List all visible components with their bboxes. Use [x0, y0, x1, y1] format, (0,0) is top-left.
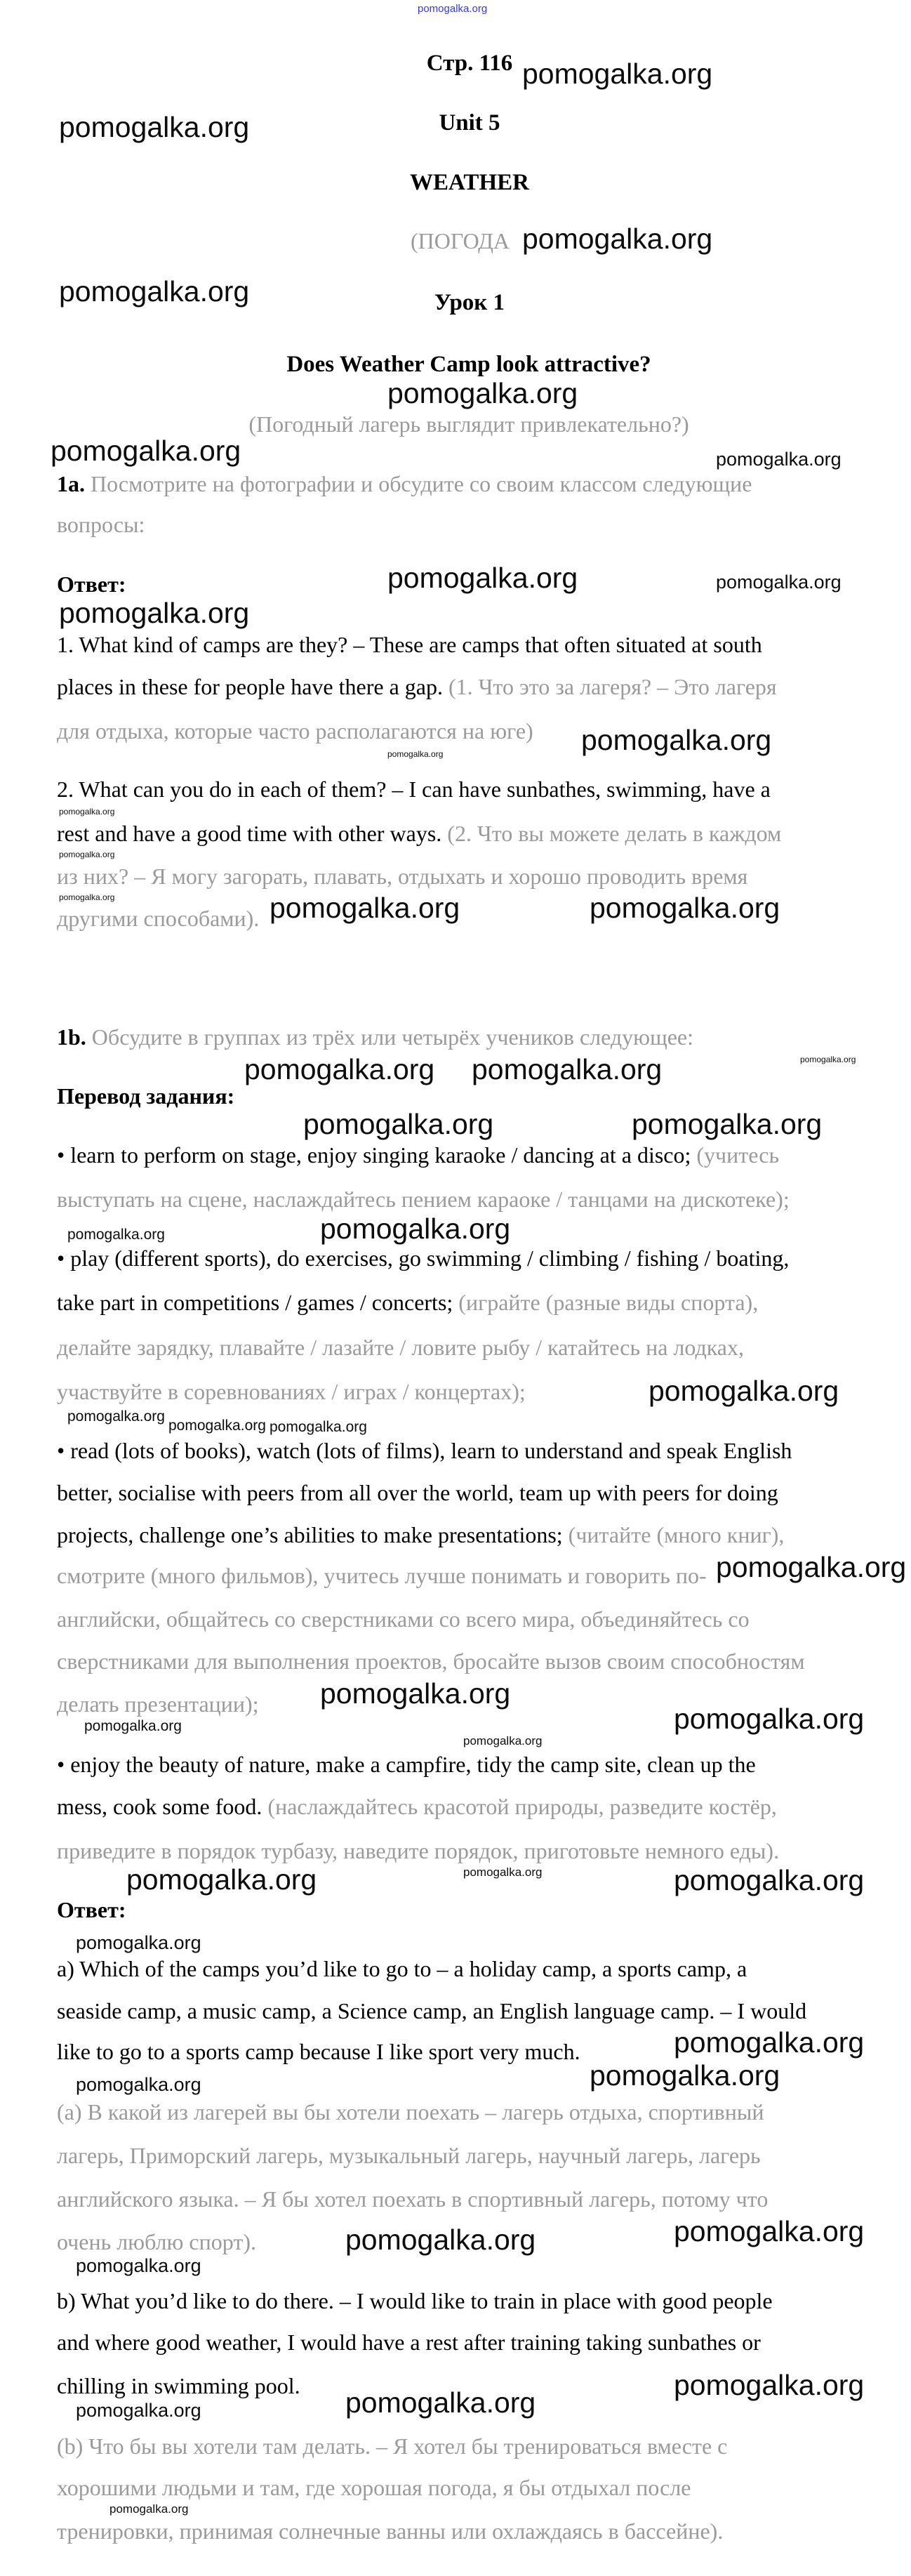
- translation-text: сверстниками для выполнения проектов, бросайте вызов своим способностям: [57, 1649, 805, 1674]
- translation-text: (наслаждайтесь красотой природы, разведите костёр,: [262, 1794, 777, 1819]
- watermark: pomogalka.org: [716, 449, 842, 470]
- text-line: [57, 1563, 707, 1588]
- watermark: pomogalka.org: [303, 1108, 494, 1140]
- text-line: [57, 632, 762, 657]
- text-line: [57, 1290, 758, 1315]
- bold-label: Ответ:: [57, 572, 126, 597]
- english-text: a) Which of the camps you’d like to go to – a holiday camp, a sports camp, a: [57, 1956, 747, 1981]
- translation-text: для отдыха, которые часто располагаются на юге): [57, 718, 533, 744]
- text-line: [57, 471, 752, 496]
- translation-text: очень люблю спорт).: [57, 2229, 256, 2254]
- text-line: [57, 1752, 756, 1777]
- text-line: [57, 2518, 723, 2544]
- text-line: [57, 2229, 256, 2254]
- watermark: pomogalka.org: [716, 572, 842, 593]
- watermark: pomogalka.org: [76, 2074, 201, 2095]
- watermark: pomogalka.org: [270, 1419, 367, 1435]
- text-line: [57, 1246, 789, 1271]
- text-line: [57, 821, 781, 846]
- english-text: seaside camp, a music camp, a Science camp, an English language camp. – I would: [57, 1998, 807, 2023]
- english-text: b) What you’d like to do there. – I would like to train in place with good people: [57, 2288, 773, 2313]
- watermark: pomogalka.org: [522, 58, 713, 90]
- text-line: [57, 572, 126, 597]
- page-number: Стр. 116: [426, 51, 513, 76]
- text-line: [57, 2330, 761, 2355]
- watermark: pomogalka.org: [674, 1864, 865, 1896]
- translation-text: участвуйте в соревнованиях / играх / концертах);: [57, 1379, 526, 1404]
- english-text: • play (different sports), do exercises, go swimming / climbing / fishing / boating,: [57, 1246, 790, 1271]
- text-line: [57, 1024, 693, 1050]
- translation-text: Посмотрите на фотографии и обсудите со своим классом следующие: [85, 471, 752, 496]
- watermark: pomogalka.org: [84, 1718, 182, 1734]
- translation-text: другими способами).: [57, 906, 260, 931]
- translation-text: вопросы:: [57, 512, 145, 537]
- watermark: pomogalka.org: [59, 807, 115, 817]
- text-line: [57, 2143, 761, 2168]
- translation-text: (2. Что вы можете делать в каждом: [441, 821, 782, 846]
- translation-text: (a) В какой из лагерей вы бы хотели поехать – лагерь отдыха, спортивный: [57, 2099, 764, 2125]
- watermark: pomogalka.org: [345, 2386, 536, 2419]
- text-line: [57, 2288, 773, 2313]
- translation-text: (1. Что это за лагеря? – Это лагеря: [442, 674, 777, 699]
- watermark: pomogalka.org: [800, 1055, 856, 1064]
- text-line: [57, 512, 145, 537]
- watermark: pomogalka.org: [590, 2059, 780, 2092]
- text-line: [57, 2186, 768, 2212]
- bold-label: Перевод задания:: [57, 1083, 235, 1109]
- translation-text: из них? – Я могу загорать, плавать, отдыхать и хорошо проводить время: [57, 864, 748, 889]
- bold-label: Ответ:: [57, 1897, 126, 1922]
- site-link[interactable]: pomogalka.org: [418, 3, 488, 15]
- translation-text: Обсудите в группах из трёх или четырёх учеников следующее:: [86, 1024, 694, 1050]
- watermark: pomogalka.org: [649, 1375, 839, 1407]
- watermark: pomogalka.org: [76, 1932, 201, 1953]
- text-line: [57, 2373, 300, 2398]
- text-line: [57, 1480, 778, 1505]
- watermark: pomogalka.org: [76, 2255, 201, 2276]
- english-text: take part in competitions / games / concerts;: [57, 1290, 453, 1315]
- english-text: mess, cook some food.: [57, 1794, 262, 1819]
- text-line: [57, 1187, 790, 1212]
- text-line: [57, 864, 747, 889]
- watermark: pomogalka.org: [716, 1551, 907, 1583]
- text-line: [57, 777, 771, 802]
- watermark: pomogalka.org: [387, 749, 444, 759]
- lesson-title-translation: (Погодный лагерь выглядит привлекательно?): [248, 411, 689, 437]
- text-line: [57, 1794, 777, 1819]
- text-line: [57, 1649, 805, 1674]
- bold-label: 1a.: [57, 471, 85, 496]
- text-line: [57, 1956, 747, 1981]
- english-text: projects, challenge one’s abilities to make presentations;: [57, 1522, 563, 1547]
- text-line: [57, 674, 777, 699]
- watermark: pomogalka.org: [674, 2369, 865, 2401]
- watermark: pomogalka.org: [463, 1865, 543, 1879]
- watermark: pomogalka.org: [270, 892, 460, 924]
- english-text: better, socialise with peers from all over the world, team up with peers for doing: [57, 1480, 778, 1505]
- text-line: [57, 1335, 744, 1360]
- watermark: pomogalka.org: [674, 2026, 865, 2059]
- text-line: [57, 1606, 750, 1632]
- translation-text: смотрите (много фильмов), учитесь лучше понимать и говорить по-: [57, 1563, 707, 1588]
- translation-text: делайте зарядку, плавайте / лазайте / ловите рыбу / катайтесь на лодках,: [57, 1335, 744, 1360]
- translation-text: (играйте (разные виды спорта),: [453, 1290, 759, 1315]
- watermark: pomogalka.org: [67, 1408, 165, 1425]
- translation-text: (b) Что бы вы хотели там делать. – Я хотел бы тренироваться вместе с: [57, 2433, 728, 2459]
- english-text: chilling in swimming pool.: [57, 2373, 300, 2398]
- text-line: [57, 1083, 234, 1109]
- english-text: and where good weather, I would have a rest after training taking sunbathes or: [57, 2330, 761, 2355]
- watermark: pomogalka.org: [59, 275, 250, 308]
- watermark: pomogalka.org: [674, 1703, 865, 1735]
- english-text: 1. What kind of camps are they? – These are camps that often situated at south: [57, 632, 762, 657]
- watermark: pomogalka.org: [109, 2502, 189, 2516]
- text-line: [57, 2475, 691, 2500]
- text-line: [57, 906, 259, 931]
- text-line: [57, 1438, 792, 1463]
- text-line: [57, 1998, 806, 2023]
- watermark: pomogalka.org: [67, 1227, 165, 1243]
- watermark: pomogalka.org: [632, 1108, 823, 1140]
- english-text: • read (lots of books), watch (lots of films), learn to understand and speak English: [57, 1438, 792, 1463]
- text-line: [57, 718, 533, 744]
- watermark: pomogalka.org: [51, 435, 241, 467]
- watermark: pomogalka.org: [387, 377, 578, 409]
- translation-text: английски, общайтесь со сверстниками со всего мира, объединяйтесь со: [57, 1606, 750, 1632]
- english-text: places in these for people have there a gap.: [57, 674, 443, 699]
- unit-heading: Unit 5: [439, 110, 500, 136]
- translation-text: лагерь, Приморский лагерь, музыкальный лагерь, научный лагерь, лагерь: [57, 2143, 761, 2168]
- text-line: [57, 1691, 259, 1717]
- watermark: pomogalka.org: [59, 597, 250, 629]
- watermark: pomogalka.org: [463, 1734, 543, 1748]
- lesson-title: Does Weather Camp look attractive?: [286, 352, 651, 377]
- translation-text: приведите в порядок турбазу, наведите порядок, приготовьте немного еды).: [57, 1838, 780, 1863]
- watermark: pomogalka.org: [387, 562, 578, 594]
- text-line: [57, 2099, 764, 2125]
- english-text: rest and have a good time with other ways.: [57, 821, 442, 846]
- unit-title-translation: (ПОГОДА: [411, 228, 510, 253]
- watermark: pomogalka.org: [472, 1053, 663, 1085]
- watermark: pomogalka.org: [320, 1213, 511, 1245]
- translation-text: выступать на сцене, наслаждайтесь пением караоке / танцами на дискотеке);: [57, 1187, 790, 1212]
- translation-text: английского языка. – Я бы хотел поехать в спортивный лагерь, потому что: [57, 2186, 769, 2212]
- text-line: [57, 1379, 526, 1404]
- watermark: pomogalka.org: [59, 892, 115, 902]
- watermark: pomogalka.org: [581, 724, 772, 756]
- watermark: pomogalka.org: [244, 1053, 435, 1085]
- english-text: • enjoy the beauty of nature, make a campfire, tidy the camp site, clean up the: [57, 1752, 756, 1777]
- text-line: [57, 2433, 727, 2459]
- unit-title: WEATHER: [410, 170, 529, 195]
- watermark: pomogalka.org: [126, 1863, 317, 1896]
- watermark: pomogalka.org: [76, 2400, 201, 2421]
- text-line: [57, 2039, 580, 2064]
- english-text: like to go to a sports camp because I like sport very much.: [57, 2039, 580, 2064]
- text-line: [57, 1838, 779, 1863]
- watermark: pomogalka.org: [590, 892, 780, 924]
- watermark: pomogalka.org: [522, 223, 713, 255]
- watermark: pomogalka.org: [59, 850, 115, 859]
- translation-text: делать презентации);: [57, 1691, 259, 1717]
- lesson-heading: Урок 1: [434, 290, 505, 315]
- watermark: pomogalka.org: [59, 111, 250, 143]
- watermark: pomogalka.org: [320, 1677, 511, 1710]
- watermark: pomogalka.org: [674, 2215, 865, 2247]
- text-line: [57, 1522, 784, 1547]
- translation-text: хорошими людьми и там, где хорошая погода, я бы отдыхал после: [57, 2475, 691, 2500]
- english-text: • learn to perform on stage, enjoy singing karaoke / dancing at a disco;: [57, 1142, 691, 1168]
- bold-label: 1b.: [57, 1024, 86, 1050]
- watermark: pomogalka.org: [168, 1418, 266, 1434]
- translation-text: тренировки, принимая солнечные ванны или охлаждаясь в бассейне).: [57, 2518, 724, 2544]
- translation-text: (читайте (много книг),: [562, 1522, 785, 1547]
- watermark: pomogalka.org: [345, 2224, 536, 2256]
- english-text: 2. What can you do in each of them? – I can have sunbathes, swimming, have a: [57, 777, 771, 802]
- text-line: [57, 1142, 779, 1168]
- translation-text: (учитесь: [691, 1142, 780, 1168]
- text-line: [57, 1897, 126, 1922]
